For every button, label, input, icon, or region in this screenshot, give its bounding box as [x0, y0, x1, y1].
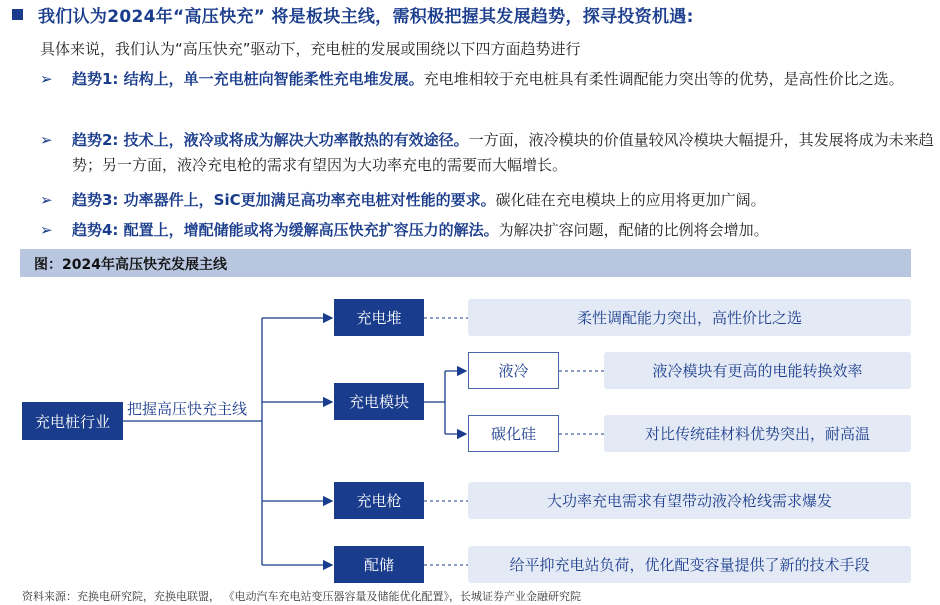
trend-3-heading: 趋势3: 功率器件上，SiC更加满足高功率充电桩对性能的要求。 [72, 191, 496, 209]
trend-3-text: 碳化硅在充电模块上的应用将更加广阔。 [495, 191, 766, 209]
node-energy-storage: 配储 [334, 546, 424, 583]
trend-1-text: 充电堆相较于充电桩具有柔性调配能力突出等的优势，是高性价比之选。 [423, 70, 904, 88]
root-node: 充电桩行业 [22, 402, 123, 440]
edge-label: 把握高压快充主线 [127, 400, 248, 418]
node-silicon-carbide: 碳化硅 [468, 415, 559, 452]
desc-silicon-carbide: 对比传统硅材料优势突出，耐高温 [604, 415, 911, 452]
trend-2-heading: 趋势2: 技术上，液冷或将成为解决大功率散热的有效途径。 [72, 131, 469, 149]
trend-4-heading: 趋势4: 配置上，增配储能或将为缓解高压快充扩容压力的解法。 [72, 221, 499, 239]
arrow-bullet-icon: ➢ [40, 70, 53, 88]
node-pile-stack: 充电堆 [334, 299, 424, 336]
trend-1-heading: 趋势1: 结构上，单一充电桩向智能柔性充电堆发展。 [72, 70, 424, 88]
node-charging-module: 充电模块 [334, 383, 424, 420]
node-charging-gun: 充电枪 [334, 482, 424, 519]
intro-text: 具体来说，我们认为“高压快充”驱动下，充电桩的发展或围绕以下四方面趋势进行 [40, 40, 581, 58]
arrow-bullet-icon: ➢ [40, 221, 53, 239]
trend-4-text: 为解决扩容问题，配储的比例将会增加。 [498, 221, 769, 239]
arrow-bullet-icon: ➢ [40, 131, 53, 149]
trend-2-text: 一方面，液冷模块的价值量较风冷模块大幅提升，其发展将成为未来趋势；另一方面，液冷充电枪的需求有望因为大功率充电的需要而大幅增长。 [72, 131, 934, 174]
source-note: 资料来源：充换电研究院，充换电联盟， 《电动汽车充电站变压器容量及储能优化配置》，长城证券产业金融研究院 [22, 590, 581, 603]
node-liquid-cooling: 液冷 [468, 352, 559, 389]
figure-title: 图：2024年高压快充发展主线 [34, 257, 227, 273]
desc-charging-gun: 大功率充电需求有望带动液冷枪线需求爆发 [468, 482, 911, 519]
arrow-bullet-icon: ➢ [40, 191, 53, 209]
desc-liquid-cooling: 液冷模块有更高的电能转换效率 [604, 352, 911, 389]
page-title: 我们认为2024年“高压快充” 将是板块主线，需积极把握其发展趋势，探寻投资机遇: [38, 7, 694, 27]
desc-energy-storage: 给平抑充电站负荷，优化配变容量提供了新的技术手段 [468, 546, 911, 583]
desc-pile-stack: 柔性调配能力突出，高性价比之选 [468, 299, 911, 336]
